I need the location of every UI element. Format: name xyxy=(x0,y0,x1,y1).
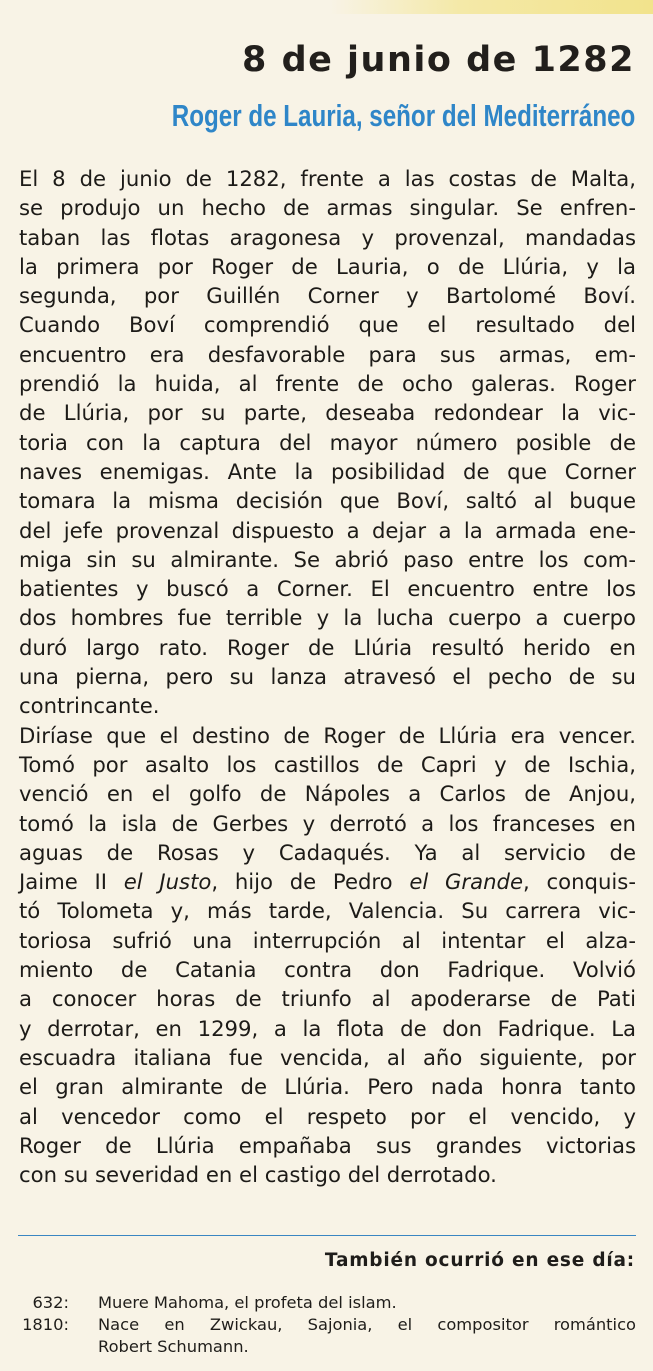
article-line: duró largo rato. Roger de Llúria resultó herido en xyxy=(19,634,636,660)
event-year: 632: xyxy=(32,1293,69,1312)
also-today-list xyxy=(0,1292,653,1358)
article-line: una pierna, pero su lanza atravesó el pecho de su xyxy=(19,664,636,690)
article-line: toria con la captura del mayor número posible de xyxy=(19,429,636,455)
article-line: miga sin su almirante. Se abrió paso entre los com- xyxy=(19,546,636,572)
event-line: Nace en Zwickau, Sajonia, el compositor romántico xyxy=(98,1315,636,1334)
article-line: la primera por Roger de Lauria, o de Llúria, y la xyxy=(19,253,636,279)
event-line: Muere Mahoma, el profeta del islam. xyxy=(98,1293,397,1312)
article-line-with-italics xyxy=(19,867,636,896)
article-line: escuadra italiana fue vencida, al año siguiente, por xyxy=(19,1044,636,1070)
article-line: el gran almirante de Llúria. Pero nada honra tanto xyxy=(19,1074,636,1100)
article-line: al vencedor como el respeto por el vencido, y xyxy=(19,1103,636,1129)
article-line: El 8 de junio de 1282, frente a las costas de Malta, xyxy=(19,166,636,191)
list-item xyxy=(0,1292,653,1314)
date-title: 8 de junio de 1282 xyxy=(242,40,635,80)
article-line: Diríase que el destino de Roger de Llúria era vencer. xyxy=(19,722,636,748)
italic-epithet: el Justo xyxy=(123,869,212,895)
article-line: segunda, por Guillén Corner y Bartolomé Boví. xyxy=(19,283,636,309)
line-text: , conquis- xyxy=(523,869,636,895)
article-line: del jefe provenzal dispuesto a dejar a la armada ene- xyxy=(19,517,636,543)
article-line: miento de Catania contra don Fadrique. Volvió xyxy=(19,957,636,983)
line-text: , hijo de Pedro xyxy=(211,869,410,895)
article-line: Roger de Llúria empañaba sus grandes victorias xyxy=(19,1132,636,1158)
article-line: naves enemigas. Ante la posibilidad de que Corner xyxy=(19,458,636,484)
article-line: aguas de Rosas y Cadaqués. Ya al servicio de xyxy=(19,839,636,865)
article-line: a conocer horas de triunfo al apoderarse de Pati xyxy=(19,986,636,1012)
article-line: taban las flotas aragonesa y provenzal, mandadas xyxy=(19,224,636,250)
article-line: dos hombres fue terrible y la lucha cuerpo a cuerpo xyxy=(19,605,636,631)
paper-stain xyxy=(330,0,653,14)
article-line: contrincante. xyxy=(19,693,160,719)
article-line: Cuando Boví comprendió que el resultado del xyxy=(19,312,636,338)
article-line: con su severidad en el castigo del derrotado. xyxy=(19,1162,497,1188)
event-description xyxy=(98,1314,636,1358)
article-line: de Llúria, por su parte, deseaba redondear la vic- xyxy=(19,400,636,426)
event-description xyxy=(98,1292,636,1314)
article-subtitle: Roger de Lauria, señor del Mediterráneo xyxy=(171,98,635,133)
italic-epithet: el Grande xyxy=(409,869,524,895)
article-line: batientes y buscó a Corner. El encuentro entre los xyxy=(19,576,636,602)
article-line: prendió la huida, al frente de ocho galeras. Roger xyxy=(19,371,636,397)
event-year: 1810: xyxy=(22,1315,69,1334)
event-line: Robert Schumann. xyxy=(98,1337,249,1356)
article-line: se produjo un hecho de armas singular. Se enfren- xyxy=(19,195,636,221)
article-body xyxy=(19,164,636,1189)
section-divider xyxy=(18,1235,636,1236)
article-line: tó Tolometa y, más tarde, Valencia. Su carrera vic- xyxy=(19,898,636,924)
article-line: Tomó por asalto los castillos de Capri y de Ischia, xyxy=(19,751,636,777)
article-line: encuentro era desfavorable para sus armas, em- xyxy=(19,341,636,367)
line-text: Jaime II xyxy=(19,869,124,895)
article-line: y derrotar, en 1299, a la flota de don Fadrique. La xyxy=(19,1015,636,1041)
list-item xyxy=(0,1314,653,1358)
article-line: tomó la isla de Gerbes y derrotó a los franceses en xyxy=(19,810,636,836)
article-line: toriosa sufrió una interrupción al intentar el alza- xyxy=(19,927,636,953)
article-line: venció en el golfo de Nápoles a Carlos de Anjou, xyxy=(19,781,636,807)
article-line: tomara la misma decisión que Boví, saltó al buque xyxy=(19,488,636,514)
also-today-heading: También ocurrió en ese día: xyxy=(324,1250,635,1271)
